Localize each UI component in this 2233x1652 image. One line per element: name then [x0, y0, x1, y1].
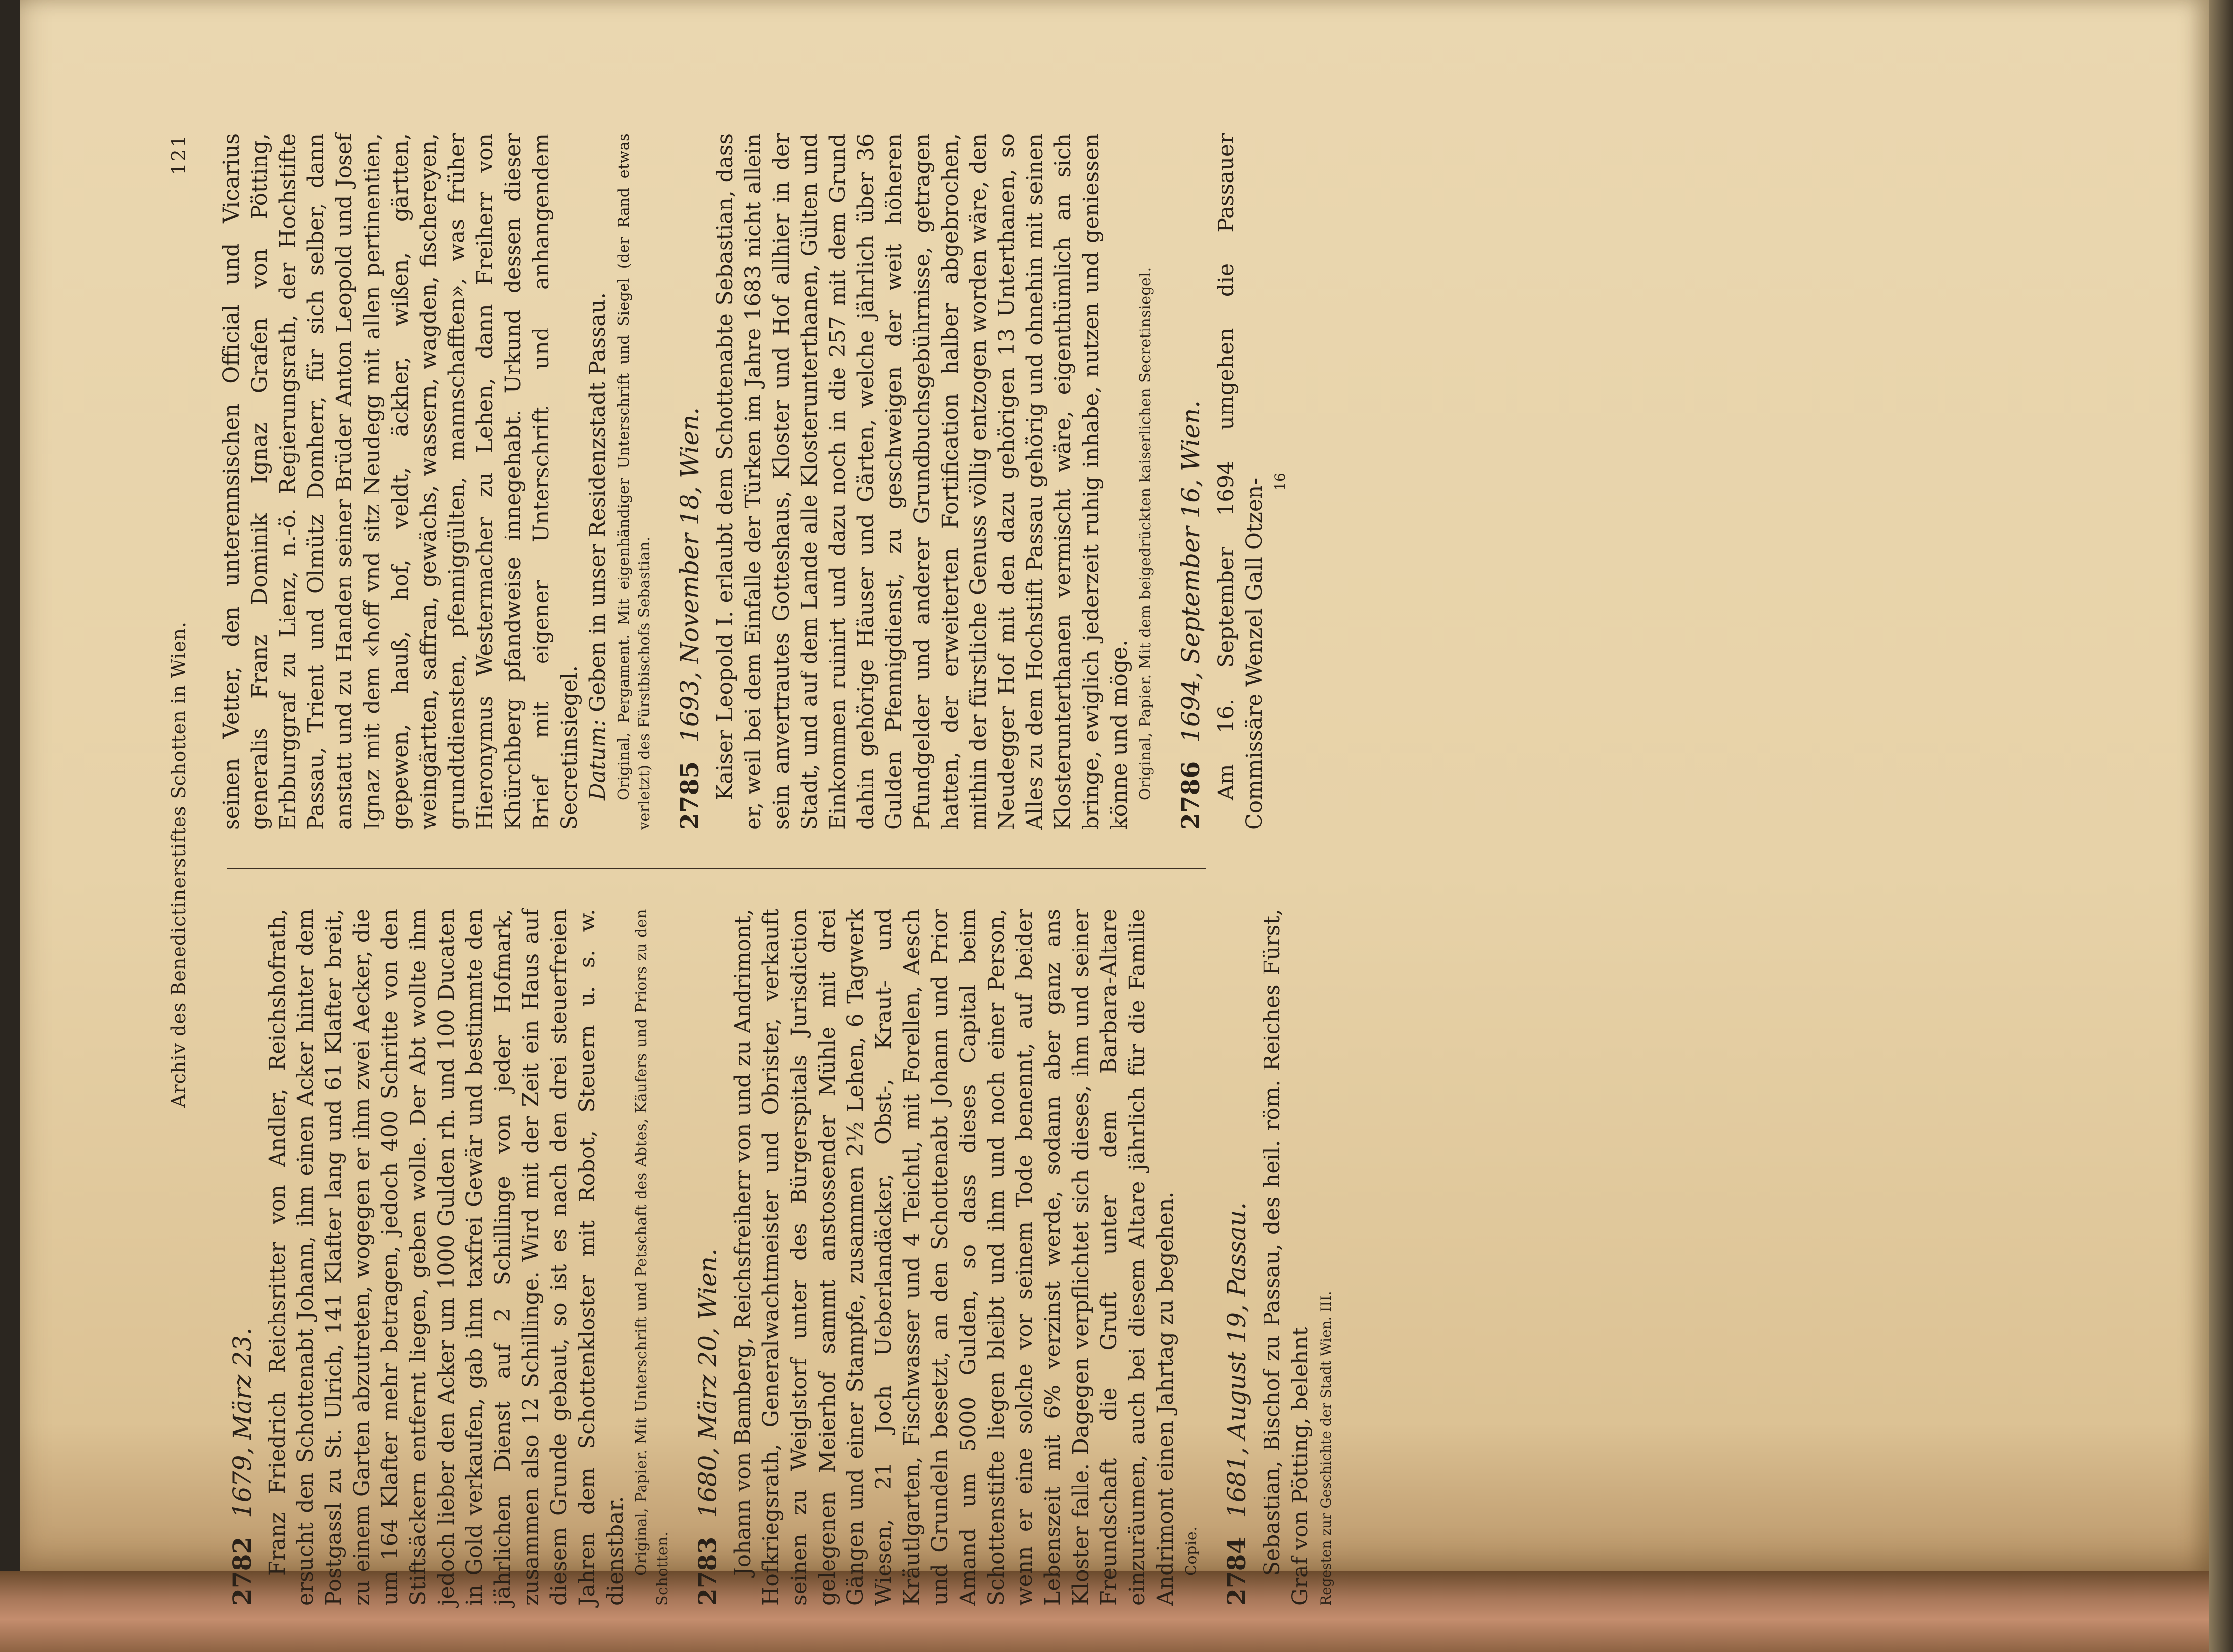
entry-2785-text: Kaiser Leopold I. erlaubt dem Schottenabte Sebastian, dass er, weil bei dem Einfalle der Türken im Jahre 1683 nicht allein sein anvertrautes Gotteshaus, Kloster und Hof allhier in der Stadt, und auf dem Lande alle Klosterunterthanen, Gülten und Einkommen ruinirt und dazu noch in die 257 mit dem Grund dahin gehörige Häuser und Gärten, welche jährlich über 36 Gulden Pfennigdienst, zu geschweigen der weit höheren Pfundgelder und anderer Grundbuchsgebührnisse, getragen hatten, der erweiterten Fortification halber abgebrochen, mithin der fürstliche Genuss völlig entzogen worden wäre, den Neudegger Hof mit den dazu gehörigen 13 Unterthanen, so Alles zu dem Hochstift Passau gehörig und ohnehin mit seinen Klosterunterthanen vermischt wäre, eigenthümlich an sich bringe, ewiglich jederzeit ruhig inhabe, nutzen und geniessen könne und möge.	[713, 133, 1132, 830]
entry-2784-datum	[584, 133, 612, 830]
sheet-signature: 16	[1272, 473, 1288, 491]
entry-2782-heading	[227, 909, 256, 1606]
left-column	[217, 909, 1335, 1606]
entry-date: 1679, März 23.	[228, 1327, 256, 1518]
entry-2785-note: Original, Papier. Mit dem beigedrückten kaiserlichen Secretinsiegel.	[1137, 267, 1154, 800]
right-column	[217, 133, 1289, 830]
entry-2784-text: Sebastian, Bischof zu Passau, des heil. röm. Reiches Fürst, Graf von Pötting, belehnt	[1260, 909, 1313, 1606]
entry-number: 2782	[227, 1536, 256, 1606]
datum-label: Datum:	[585, 719, 610, 800]
entry-date: 1694, September 16, Wien.	[1177, 400, 1205, 743]
entry-number: 2784	[1222, 1536, 1251, 1606]
footer-series: Regesten zur Geschichte der Stadt Wien. III.	[1318, 1291, 1334, 1606]
running-header	[163, 124, 198, 1606]
entry-number: 2785	[675, 761, 704, 830]
entry-date: 1693, November 18, Wien.	[675, 407, 704, 743]
rotated-text-block	[163, 124, 2159, 1606]
entry-2782-text: Franz Friedrich Reichsritter von Andler, Reichshofrath, ersucht den Schottenabt Johann, ihm einen Acker hinter dem Postgassl zu St. Ulrich, 141 Klafter lang und 61 Klafter breit, zu einem Garten abzutreten, wogegen er ihm zwei Aecker, die um 164 Klafter mehr betragen, jedoch 400 Schritte von den Stiftsäckern entfernt liegen, geben wolle. Der Abt wollte ihm jedoch lieber den Acker um 1000 Gulden rh. und 100 Ducaten in Gold verkaufen, gab ihm taxfrei Gewär und bestimmte den jährlichen Dienst auf 2 Schillinge von jeder Hofmark, zusammen also 12 Schillinge. Wird mit der Zeit ein Haus auf diesem Grunde gebaut, so ist es nach den drei steuerfreien Jahren dem Schottenkloster mit Robot, Steuern u. s. w. dienstbar.	[265, 909, 628, 1606]
entry-number: 2786	[1176, 761, 1205, 830]
page-number: 121	[168, 133, 190, 175]
page-edge-shadow	[2209, 0, 2233, 1652]
entry-2782-note: Original, Papier. Mit Unterschrift und Petschaft des Abtes, Käufers und Priors zu den Schotten.	[633, 909, 671, 1606]
entry-number: 2783	[693, 1536, 722, 1606]
header-title: Archiv des Benedictinerstiftes Schotten in Wien.	[168, 621, 190, 1108]
entry-date: 1680, März 20, Wien.	[693, 1248, 722, 1518]
entry-2783-text: Johann von Bamberg, Reichsfreiherr von und zu Andrimont, Hofkriegsrath, Generalwachtmeister und Obrister, verkauft seinen zu Weiglstorf unter des Bürgerspitals Jurisdiction gelegenen Meierhof sammt anstossender Mühle mit drei Gängen und einer Stampfe, zusammen 2½ Lehen, 6 Tagwerk Wiesen, 21 Joch Ueberlandäcker, Obst-, Kraut- und Kräutlgarten, Fischwasser und 4 Teichtl, mit Forellen, Aesch und Grundeln besetzt, an den Schottenabt Johann und Prior Amand um 5000 Gulden, so dass dieses Capital beim Schottenstifte liegen bleibt und ihm und noch einer Person, wenn er eine solche vor seinem Tode benennt, auf beider Lebenszeit mit 6% verzinst werde, sodann aber ganz ans Kloster falle. Dagegen verpflichtet sich dieses, ihm und seiner Freundschaft die Gruft unter dem Barbara-Altare einzuräumen, auch bei diesem Altare jährlich für die Familie Andrimont einen Jahrtag zu begehen.	[730, 909, 1178, 1606]
entry-2784-continuation: seinen Vetter, den unterennsischen Official und Vicarius generalis Franz Dominik Ignaz Grafen von Pötting, Erbburggraf zu Lienz, n.-ö. Regierungsrath, der Hochstifte Passau, Trient und Olmütz Domherr, für sich selber, dann anstatt und zu Handen seiner Brüder Anton Leopold und Josef Ignaz mit dem «hoff vnd sitz Neudegg mit allen pertinentien, gepewen, hauß, hof, veldt, äckher, wißen, gärtten, weingärtten, saffran, gewächs, wassern, wagden, fischereyen, grundtdiensten, pfenniggülten, mannschafften», was früher Hieronymus Westermacher zu Lehen, dann Freiherr von Khürchberg pfandweise innegehabt. Urkund dessen dieser Brief mit eigener Unterschrift und anhangendem Secretinsiegel.	[219, 133, 582, 830]
entry-date: 1681, August 19, Passau.	[1222, 1202, 1251, 1518]
column-divider	[227, 868, 1206, 869]
entry-2783-note: Copie.	[1183, 1526, 1200, 1576]
entry-2784-note: Original, Pergament. Mit eigenhändiger Unterschrift und Siegel (der Rand etwas verletzt) des Fürstbischofs Sebastian.	[615, 133, 653, 830]
datum-text: Geben in unser Residenzstadt Passau.	[585, 292, 610, 712]
entry-2786-text: Am 16. September 1694 umgehen die Passauer Commissäre Wenzel Gall Otzen-	[1214, 133, 1267, 830]
entry-2786-heading	[1176, 133, 1205, 830]
entry-2783-heading	[693, 909, 722, 1606]
entry-2785-heading	[675, 133, 704, 830]
entry-2784-heading	[1222, 909, 1251, 1606]
